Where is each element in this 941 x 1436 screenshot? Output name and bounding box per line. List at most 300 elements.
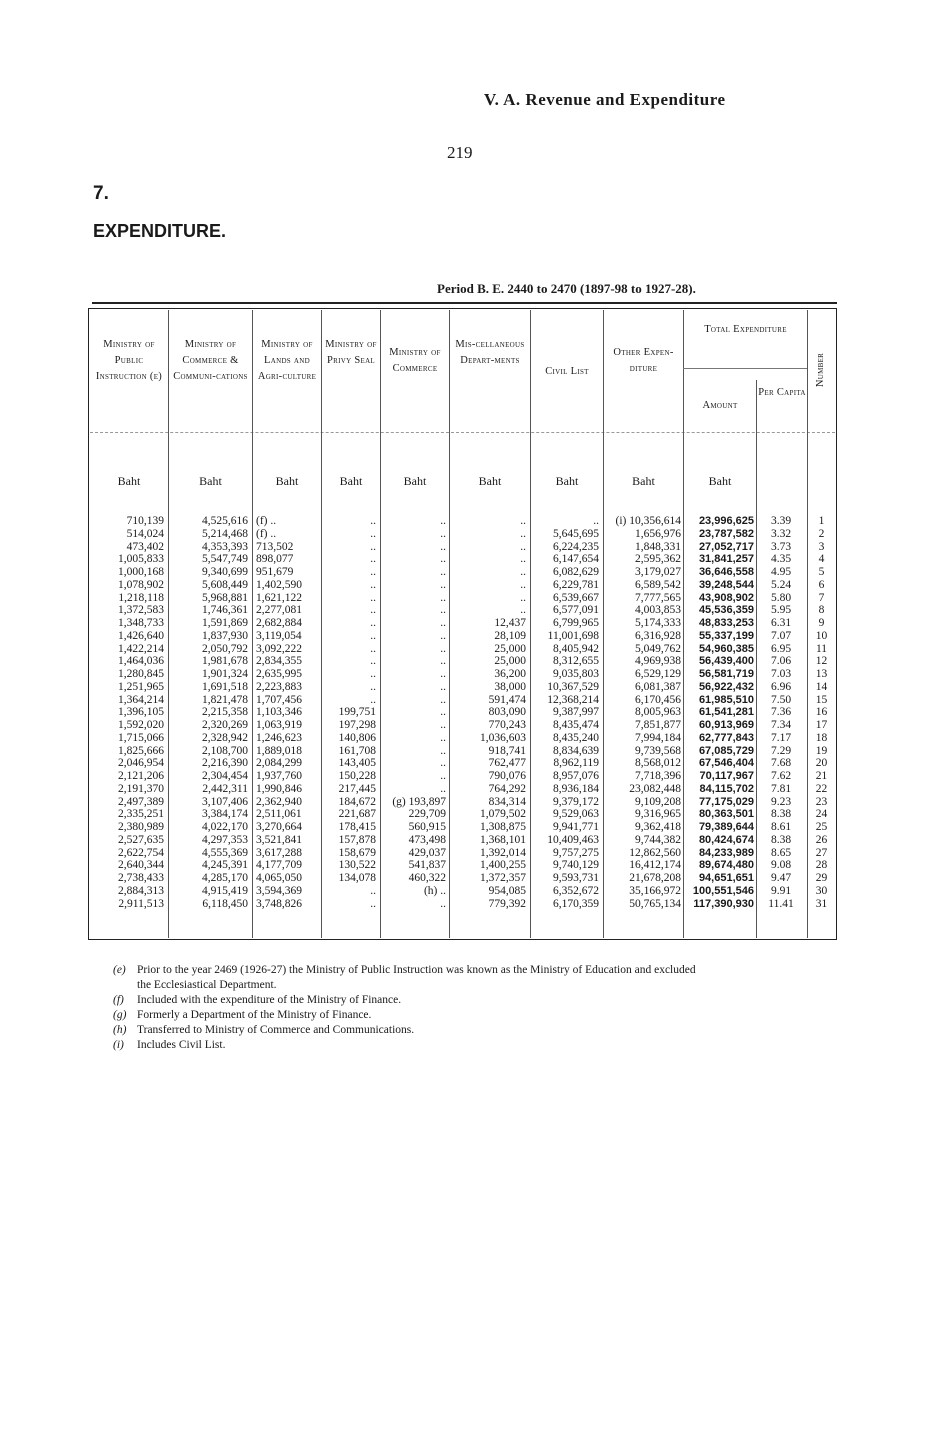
column-public-instruction xyxy=(92,515,164,910)
table-cell: 16,412,174 xyxy=(629,859,681,872)
table-cell: 9,316,965 xyxy=(635,808,681,821)
table-cell: 217,445 xyxy=(338,782,376,795)
table-cell: 1,078,902 xyxy=(118,578,164,591)
table-cell: 3,119,054 xyxy=(256,629,302,642)
table-cell: 23,996,625 xyxy=(698,515,754,527)
table-cell: 8.38 xyxy=(770,808,792,821)
period-line: Period B. E. 2440 to 2470 (1897-98 to 1927-28). xyxy=(437,281,696,296)
table-cell: 9,941,771 xyxy=(553,821,599,833)
table-cell: .. xyxy=(370,642,376,655)
table-cell: 3.39 xyxy=(770,515,792,527)
table-cell: .. xyxy=(370,680,376,693)
table-cell: .. xyxy=(440,540,446,553)
table-cell: 7.68 xyxy=(770,757,792,770)
section-title: EXPENDITURE. xyxy=(93,221,227,241)
unit-label: Baht xyxy=(632,474,655,488)
table-cell: 9,340,699 xyxy=(202,566,248,578)
table-cell: 4,915,419 xyxy=(202,884,248,897)
table-cell: 62,777,843 xyxy=(698,731,754,744)
table-cell: 2,216,390 xyxy=(202,757,248,770)
table-cell: 9,035,803 xyxy=(553,668,599,680)
table-cell: 4,003,853 xyxy=(635,604,681,617)
table-cell: 2,335,251 xyxy=(118,808,164,821)
table-cell: 19 xyxy=(815,744,828,757)
table-cell: 4,353,393 xyxy=(202,540,248,553)
column-divider xyxy=(252,310,253,938)
unit-label: Baht xyxy=(403,474,427,488)
table-cell: 954,085 xyxy=(488,884,526,897)
table-cell: 3,521,841 xyxy=(256,833,302,846)
table-cell: 2,277,081 xyxy=(256,604,302,617)
unit-label: Baht xyxy=(275,474,299,488)
table-cell: 6,081,387 xyxy=(635,680,681,693)
table-cell: .. xyxy=(440,770,446,782)
table-cell: 35,166,972 xyxy=(629,884,681,897)
table-cell: 6,799,965 xyxy=(553,617,599,629)
footnote-text: Formerly a Department of the Ministry of Finance. xyxy=(137,1009,372,1021)
table-cell: 2,046,954 xyxy=(118,757,164,770)
table-cell: 31 xyxy=(815,897,828,910)
table-cell: 150,228 xyxy=(338,770,376,782)
table-cell: 7.07 xyxy=(770,629,792,642)
table-cell: 5,608,449 xyxy=(202,578,248,591)
column-lands-agriculture xyxy=(256,515,319,910)
table-cell: 197,298 xyxy=(338,719,376,731)
col-head-commerce-communications: Ministry of Commerce & Communi-cations xyxy=(173,339,248,382)
table-cell: 7,994,184 xyxy=(635,731,681,744)
table-cell: 8,568,012 xyxy=(635,757,681,770)
table-cell: 6,577,091 xyxy=(553,604,599,617)
table-cell: 1,422,214 xyxy=(118,642,164,655)
table-cell: .. xyxy=(520,527,526,540)
table-cell: .. xyxy=(370,884,376,897)
table-cell: 3,179,027 xyxy=(635,566,681,578)
table-cell: 14 xyxy=(815,680,828,693)
table-cell: 6,352,672 xyxy=(553,884,599,897)
table-cell: 30 xyxy=(815,884,828,897)
table-cell: 834,314 xyxy=(488,795,526,808)
table-cell: 1,348,733 xyxy=(118,617,164,629)
table-cell: 9,379,172 xyxy=(553,795,599,808)
col-head-commerce: Ministry of Commerce xyxy=(389,347,441,374)
table-cell: 12,437 xyxy=(494,617,526,629)
table-cell: .. xyxy=(370,897,376,910)
table-cell: 1,592,020 xyxy=(118,719,164,731)
table-cell: 9.91 xyxy=(770,884,792,897)
table-cell: 918,741 xyxy=(488,744,526,757)
table-cell: 2,527,635 xyxy=(118,833,164,846)
table-cell: 8,962,119 xyxy=(553,757,599,770)
table-cell: .. xyxy=(440,668,446,680)
table-cell: (h) .. xyxy=(423,884,446,897)
table-cell: 803,090 xyxy=(488,706,526,719)
table-cell: 3,384,174 xyxy=(202,808,248,821)
table-cell: 9,387,997 xyxy=(553,706,599,719)
table-cell: 5,547,749 xyxy=(202,553,248,566)
column-divider xyxy=(756,380,757,938)
column-civil-list xyxy=(532,515,599,910)
table-cell: 7 xyxy=(818,591,825,604)
table-cell: 56,439,400 xyxy=(698,655,754,668)
table-cell: .. xyxy=(440,617,446,629)
table-cell: 1,901,324 xyxy=(202,668,248,680)
table-cell: .. xyxy=(440,642,446,655)
table-cell: 8.61 xyxy=(770,821,792,833)
table-cell: 4 xyxy=(818,553,825,566)
table-cell: .. xyxy=(440,655,446,668)
column-divider xyxy=(168,310,169,938)
table-cell: 11.41 xyxy=(768,897,794,910)
table-cell: 9,109,208 xyxy=(635,795,681,808)
table-cell: 7,718,396 xyxy=(635,770,681,782)
table-cell: 541,837 xyxy=(408,859,446,872)
table-cell: 23,082,448 xyxy=(629,782,681,795)
table-cell: 2,511,061 xyxy=(256,808,302,821)
table-cell: 23 xyxy=(815,795,828,808)
table-cell: 161,708 xyxy=(338,744,376,757)
footnote-e xyxy=(113,963,838,978)
table-cell: 10,367,529 xyxy=(547,680,599,693)
table-cell: 100,551,546 xyxy=(692,884,754,897)
table-cell: 15 xyxy=(815,693,828,706)
table-cell: 9.23 xyxy=(770,795,792,808)
table-cell: .. xyxy=(440,578,446,591)
table-cell: 790,076 xyxy=(488,770,526,782)
table-cell: 1,103,346 xyxy=(256,706,302,719)
table-cell: 61,541,281 xyxy=(698,706,754,719)
table-cell: 5.80 xyxy=(770,591,792,604)
table-cell: (f) .. xyxy=(256,515,277,527)
table-cell: 1,218,118 xyxy=(118,591,164,604)
table-cell: 1,005,833 xyxy=(118,553,164,566)
table-cell: .. xyxy=(520,540,526,553)
table-cell: 1,308,875 xyxy=(480,821,526,833)
table-cell: 3 xyxy=(818,540,825,553)
table-cell: .. xyxy=(440,566,446,578)
table-cell: 762,477 xyxy=(488,757,526,770)
table-cell: 7.06 xyxy=(770,655,792,668)
table-cell: 7.34 xyxy=(770,719,792,731)
table-cell: .. xyxy=(440,553,446,566)
table-cell: 1,825,666 xyxy=(118,744,164,757)
table-cell: .. xyxy=(520,591,526,604)
table-cell: 3,107,406 xyxy=(202,795,248,808)
table-cell: .. xyxy=(520,553,526,566)
table-cell: 29 xyxy=(815,872,828,884)
table-cell: .. xyxy=(370,655,376,668)
table-cell: 2,215,358 xyxy=(202,706,248,719)
table-cell: 710,139 xyxy=(126,515,164,527)
table-cell: 158,679 xyxy=(338,846,376,859)
table-cell: 6,316,928 xyxy=(635,629,681,642)
table-cell: 18 xyxy=(815,731,828,744)
table-cell: 134,078 xyxy=(338,872,376,884)
table-cell: 2,497,389 xyxy=(118,795,164,808)
table-cell: 1,848,331 xyxy=(635,540,681,553)
table-cell: 67,546,404 xyxy=(698,757,754,770)
table-cell: 1,691,518 xyxy=(202,680,248,693)
table-cell: 21,678,208 xyxy=(629,872,681,884)
unit-label: Baht xyxy=(339,474,363,488)
footnote-mark: (i) xyxy=(113,1039,124,1051)
table-cell: 199,751 xyxy=(338,706,376,719)
table-cell: 1,821,478 xyxy=(202,693,248,706)
footnotes xyxy=(113,963,838,1053)
table-cell: 39,248,544 xyxy=(698,578,754,591)
column-divider xyxy=(449,310,450,938)
table-cell: .. xyxy=(440,744,446,757)
table-cell: 8,936,184 xyxy=(553,782,599,795)
table-cell: 4.95 xyxy=(770,566,792,578)
col-head-other-expenditure: Other Expen-diture xyxy=(613,347,674,374)
table-cell: (g) 193,897 xyxy=(392,795,446,808)
table-cell: 229,709 xyxy=(408,808,446,821)
table-cell: .. xyxy=(440,604,446,617)
table-cell: 143,405 xyxy=(338,757,376,770)
table-cell: .. xyxy=(440,629,446,642)
table-cell: 4,245,391 xyxy=(202,859,248,872)
table-cell: 21 xyxy=(815,770,828,782)
footnote-mark: (g) xyxy=(113,1009,127,1021)
table-cell: 2,191,370 xyxy=(118,782,164,795)
table-cell: 5 xyxy=(818,566,825,578)
column-privy-seal xyxy=(323,515,376,910)
footnote-f xyxy=(113,993,838,1008)
table-cell: 56,922,432 xyxy=(698,680,754,693)
table-cell: 94,651,651 xyxy=(698,872,754,884)
header-title: V. A. Revenue and Expenditure xyxy=(484,90,726,109)
table-cell: 2 xyxy=(818,527,825,540)
table-cell: 2,635,995 xyxy=(256,668,302,680)
table-cell: 1,079,502 xyxy=(480,808,526,821)
table-cell: 5,214,468 xyxy=(202,527,248,540)
table-cell: 3,594,369 xyxy=(256,884,302,897)
table-cell: 27 xyxy=(815,846,828,859)
table-cell: 7.36 xyxy=(770,706,792,719)
table-cell: 1,280,845 xyxy=(118,668,164,680)
table-cell: 1,368,101 xyxy=(480,833,526,846)
table-cell: 3.73 xyxy=(770,540,792,553)
table-cell: 5,174,333 xyxy=(635,617,681,629)
table-cell: 12 xyxy=(815,655,828,668)
table-cell: 9,757,275 xyxy=(553,846,599,859)
col-head-amount: Amount xyxy=(702,400,738,411)
table-cell: 80,363,501 xyxy=(698,808,754,821)
table-cell: 2,304,454 xyxy=(202,770,248,782)
unit-label: Baht xyxy=(555,474,579,488)
table-cell: 130,522 xyxy=(338,859,376,872)
table-cell: 5,049,762 xyxy=(635,642,681,655)
table-cell: 713,502 xyxy=(256,540,294,553)
table-cell: 7.62 xyxy=(770,770,792,782)
table-cell: 7.81 xyxy=(770,782,792,795)
column-divider xyxy=(380,310,381,938)
table-cell: .. xyxy=(440,897,446,910)
table-cell: .. xyxy=(370,591,376,604)
table-cell: 8,435,240 xyxy=(553,731,599,744)
table-cell: 25 xyxy=(815,821,828,833)
unit-label: Baht xyxy=(708,474,732,488)
table-cell: 1,656,976 xyxy=(635,527,681,540)
table-cell: 6,170,359 xyxy=(553,897,599,910)
table-cell: 770,243 xyxy=(488,719,526,731)
table-cell: 24 xyxy=(815,808,828,821)
table-cell: 84,115,702 xyxy=(699,782,754,795)
table-cell: 9.08 xyxy=(770,859,792,872)
table-cell: 2,084,299 xyxy=(256,757,302,770)
table-cell: 5,968,881 xyxy=(202,591,248,604)
table-cell: 9.47 xyxy=(770,872,792,884)
table-cell: 13 xyxy=(815,668,828,680)
table-cell: 2,640,344 xyxy=(118,859,164,872)
table-cell: 3,092,222 xyxy=(256,642,302,655)
table-cell: 1,372,583 xyxy=(118,604,164,617)
table-cell: 67,085,729 xyxy=(698,744,754,757)
table-cell: .. xyxy=(370,604,376,617)
table-cell: .. xyxy=(520,515,526,527)
table-cell: 1,621,122 xyxy=(256,591,302,604)
table-cell: 7,851,877 xyxy=(635,719,681,731)
table-cell: 5.95 xyxy=(770,604,792,617)
table-cell: 473,402 xyxy=(126,540,164,553)
top-rule xyxy=(92,302,837,304)
table-cell: 1,372,357 xyxy=(480,872,526,884)
table-cell: 5.24 xyxy=(770,578,792,591)
table-cell: 2,320,269 xyxy=(202,719,248,731)
table-cell: 2,884,313 xyxy=(118,884,164,897)
table-cell: 184,672 xyxy=(338,795,376,808)
table-cell: 1,364,214 xyxy=(118,693,164,706)
column-other-expenditure xyxy=(596,515,681,910)
table-cell: 6.31 xyxy=(770,617,792,629)
column-divider xyxy=(530,310,531,938)
table-cell: 5,645,695 xyxy=(553,527,599,540)
table-cell: 560,915 xyxy=(408,821,446,833)
table-cell: 1,591,869 xyxy=(202,617,248,629)
table-cell: .. xyxy=(593,515,599,527)
table-cell: 591,474 xyxy=(488,693,526,706)
table-cell: 1,036,603 xyxy=(480,731,526,744)
table-cell: 1,400,255 xyxy=(480,859,526,872)
table-cell: .. xyxy=(370,553,376,566)
table-cell: 1,981,678 xyxy=(202,655,248,668)
table-cell: 157,878 xyxy=(338,833,376,846)
table-cell: 11,001,698 xyxy=(547,629,599,642)
footnote-mark: (e) xyxy=(113,964,126,976)
table-cell: 79,389,644 xyxy=(698,821,754,833)
table-cell: 61,985,510 xyxy=(698,693,754,706)
col-head-privy-seal: Ministry of Privy Seal xyxy=(325,339,377,366)
table-cell: 6,539,667 xyxy=(553,591,599,604)
table-cell: 43,908,902 xyxy=(698,591,754,604)
table-cell: 54,960,385 xyxy=(698,642,754,655)
table-cell: 50,765,134 xyxy=(629,897,681,910)
table-cell: .. xyxy=(370,566,376,578)
table-cell: 25,000 xyxy=(494,642,526,655)
table-cell: 514,024 xyxy=(126,527,164,540)
table-cell: 8 xyxy=(818,604,825,617)
table-cell: 2,108,700 xyxy=(202,744,248,757)
col-head-total-expenditure: Total Expenditure xyxy=(704,324,787,335)
table-cell: 7.50 xyxy=(770,693,792,706)
table-cell: 12,368,214 xyxy=(547,693,599,706)
table-cell: 779,392 xyxy=(488,897,526,910)
footnote-i xyxy=(113,1038,838,1053)
table-cell: 36,200 xyxy=(494,668,526,680)
footnote-text: Included with the expenditure of the Ministry of Finance. xyxy=(137,994,402,1006)
table-cell: 80,424,674 xyxy=(698,833,754,846)
table-cell: .. xyxy=(440,680,446,693)
table-cell: 4,177,709 xyxy=(256,859,302,872)
table-cell: .. xyxy=(440,591,446,604)
table-cell: 6,118,450 xyxy=(202,897,248,910)
footnote-e-continued: the Ecclesiastical Department. xyxy=(137,979,277,991)
table-cell: 6,082,629 xyxy=(553,566,599,578)
table-cell: 77,175,029 xyxy=(698,795,754,808)
table-cell: 221,687 xyxy=(338,808,376,821)
table-cell: 26 xyxy=(815,833,828,846)
footnote-text: Prior to the year 2469 (1926-27) the Ministry of Public Instruction was known as the Ministry of Education and excluded xyxy=(137,964,696,976)
table-cell: 2,362,940 xyxy=(256,795,302,808)
table-cell: 1,063,919 xyxy=(256,719,302,731)
table-cell: 951,679 xyxy=(256,566,294,578)
table-cell: .. xyxy=(440,515,446,527)
table-cell: 20 xyxy=(815,757,828,770)
table-cell: .. xyxy=(370,578,376,591)
table-cell: 8,405,942 xyxy=(553,642,599,655)
table-cell: .. xyxy=(520,566,526,578)
table-cell: 4,297,353 xyxy=(202,833,248,846)
table-cell: 1,426,640 xyxy=(118,629,164,642)
column-commerce-communications xyxy=(170,515,248,910)
section-number: 7. xyxy=(93,183,109,204)
table-cell: 1,889,018 xyxy=(256,744,302,757)
table-cell: 7.03 xyxy=(770,668,792,680)
table-cell: 898,077 xyxy=(256,553,294,566)
table-cell: 2,442,311 xyxy=(202,782,248,795)
table-cell: 2,121,206 xyxy=(118,770,164,782)
table-cell: 16 xyxy=(815,706,828,719)
table-cell: 4,285,170 xyxy=(202,872,248,884)
table-cell: 28 xyxy=(815,859,828,872)
table-cell: 8,005,963 xyxy=(635,706,681,719)
footnote-g xyxy=(113,1008,838,1023)
table-cell: 117,390,930 xyxy=(693,897,754,910)
table-cell: 8,435,474 xyxy=(553,719,599,731)
table-cell: (f) .. xyxy=(256,527,277,540)
table-cell: .. xyxy=(440,693,446,706)
table-cell: 3,748,826 xyxy=(256,897,302,910)
unit-label: Baht xyxy=(478,474,502,488)
table-cell: .. xyxy=(440,719,446,731)
table-cell: .. xyxy=(520,578,526,591)
table-cell: 1,937,760 xyxy=(256,770,302,782)
table-cell: 1,707,456 xyxy=(256,693,302,706)
table-cell: 429,037 xyxy=(408,846,446,859)
col-head-per-capita: Per Capita xyxy=(758,387,806,398)
table-cell: 9,739,568 xyxy=(635,744,681,757)
table-cell: 48,833,253 xyxy=(698,617,754,629)
table-cell: 25,000 xyxy=(494,655,526,668)
table-cell: 1,715,066 xyxy=(118,731,164,744)
table-cell: 4,022,170 xyxy=(202,821,248,833)
col-head-civil-list: Civil List xyxy=(545,366,589,377)
table-cell: 6.95 xyxy=(770,642,792,655)
table-cell: 6,589,542 xyxy=(635,578,681,591)
table-cell: 38,000 xyxy=(494,680,526,693)
table-cell: 460,322 xyxy=(408,872,446,884)
column-per-capita xyxy=(758,515,804,910)
